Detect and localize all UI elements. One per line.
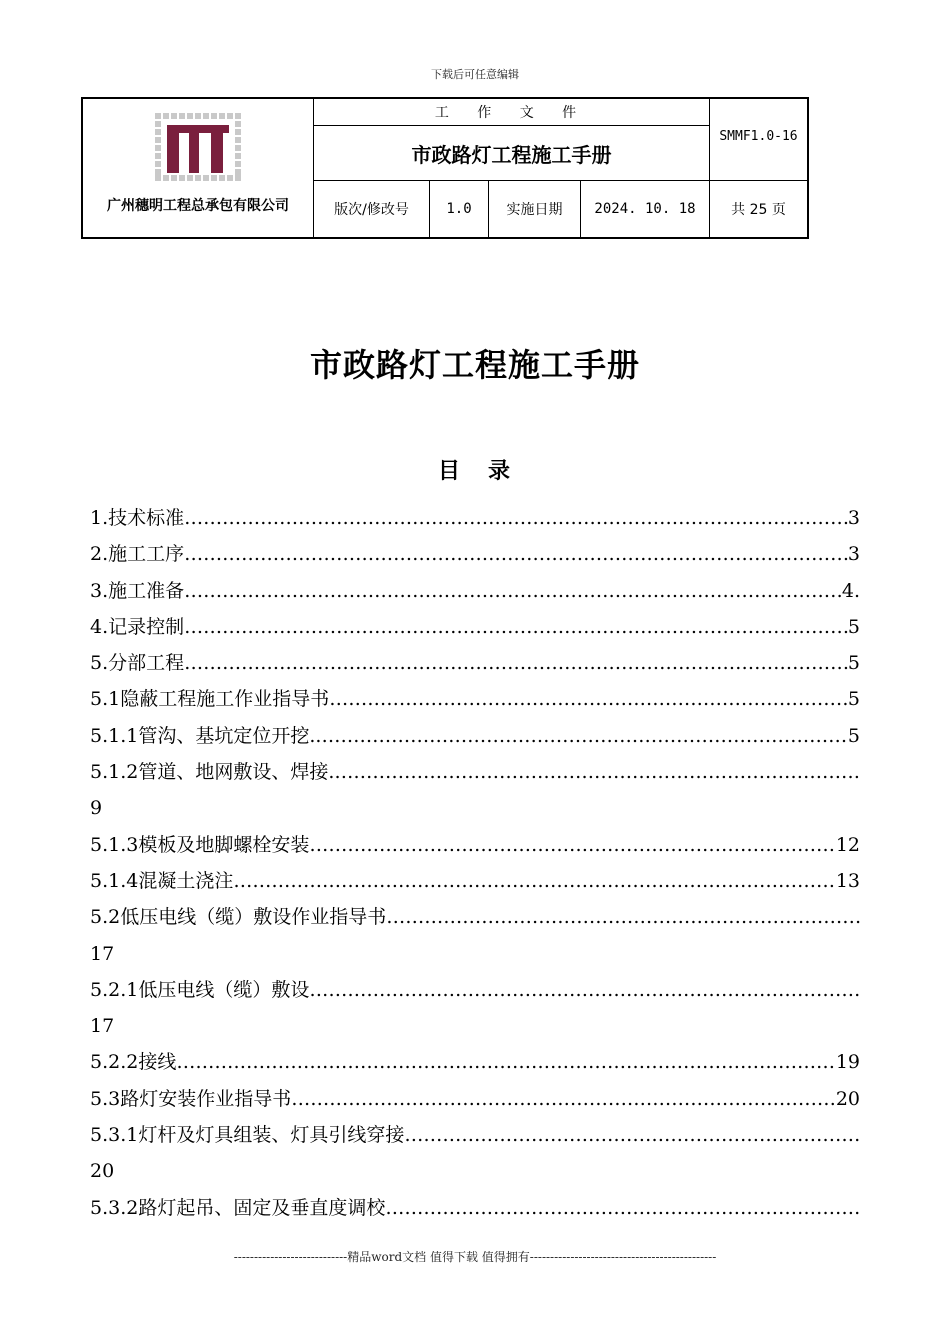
- toc-entry-page: 19: [835, 1051, 860, 1074]
- toc-heading-part-2: 录: [488, 458, 513, 484]
- toc-entry-label: 1.技术标准: [90, 507, 185, 529]
- toc-entry-page: 12: [835, 833, 860, 856]
- toc-leader: [184, 573, 842, 609]
- logo-cell: [82, 98, 314, 238]
- toc-entry-page: 5: [847, 615, 860, 638]
- toc-entry[interactable]: [90, 1190, 860, 1226]
- toc-entry[interactable]: [90, 972, 860, 1008]
- toc-entry-page: 5: [847, 688, 860, 711]
- toc-entry-label: 5.2低压电线（缆）敷设作业指导书: [90, 906, 387, 929]
- toc-entry-page: 5: [847, 724, 860, 747]
- toc-entry[interactable]: [90, 609, 860, 645]
- toc-entry[interactable]: [90, 754, 860, 790]
- page-count: 共 25 页: [710, 181, 809, 239]
- header-table: [81, 97, 809, 239]
- toc-entry-page: 20: [835, 1087, 860, 1110]
- toc-leader: [184, 609, 848, 645]
- toc-leader: [404, 1117, 860, 1153]
- company-name: 广州穗明工程总承包有限公司: [107, 198, 289, 214]
- toc-entry[interactable]: [90, 681, 860, 717]
- top-note: 下载后可任意编辑: [431, 68, 519, 81]
- footer-note: ----------------------------精品word文档 值得下载 值得拥有----------------------------------------------: [233, 1250, 717, 1264]
- header-title: 市政路灯工程施工手册: [314, 126, 710, 181]
- toc-entry-label: 5.1.4混凝土浇注: [90, 869, 234, 892]
- toc-leader: [386, 899, 860, 935]
- date-value: 2024. 10. 18: [581, 181, 710, 239]
- toc-leader: [233, 863, 835, 899]
- toc-entry-label: 5.1.2管道、地网敷设、焊接.: [90, 761, 335, 784]
- version-label: 版次/修改号: [314, 181, 430, 239]
- toc-leader: [309, 827, 835, 863]
- toc-entry-page: 17: [90, 1015, 115, 1038]
- toc-entry-label: 5.2.2接线: [90, 1051, 177, 1074]
- toc-entry-label: 5.2.1低压电线（缆）敷设: [90, 978, 310, 1001]
- toc-leader: [184, 645, 848, 681]
- toc-entry[interactable]: [90, 1081, 860, 1117]
- toc-entry[interactable]: [90, 827, 860, 863]
- toc-entry-page: 13: [835, 869, 860, 892]
- toc-entry-page: 9: [90, 797, 103, 820]
- toc-entry-label: 5.3路灯安装作业指导书: [90, 1087, 292, 1110]
- toc-entry[interactable]: [90, 863, 860, 899]
- toc-entry-label: 2.施工工序: [90, 543, 185, 566]
- toc-entry-page: 3: [847, 507, 860, 529]
- toc-entry[interactable]: [90, 718, 860, 754]
- toc-entry-label: 3.施工准备: [90, 579, 185, 602]
- toc-entry-page: 17: [90, 942, 115, 965]
- work-file-label: 工 作 文 件: [314, 98, 710, 126]
- toc-entry[interactable]: [90, 645, 860, 681]
- toc-leader: [291, 1081, 836, 1117]
- toc-entry-page: 4.: [841, 579, 860, 602]
- toc-entry-label: 5.1.3模板及地脚螺栓安装: [90, 833, 310, 856]
- document-title: 市政路灯工程施工手册: [309, 346, 640, 384]
- toc-leader: [184, 536, 848, 572]
- toc-entry-page: 5: [847, 652, 860, 675]
- toc-entry[interactable]: [90, 1117, 860, 1153]
- company-logo-icon: [153, 111, 243, 183]
- table-of-contents: [90, 500, 860, 1226]
- toc-heading: [0, 454, 950, 485]
- toc-entry-label: 5.3.2路灯起吊、固定及垂直度调校: [90, 1196, 386, 1219]
- toc-leader: [321, 718, 847, 754]
- toc-entry-label: 5.1.1管沟、基坑定位开挖..: [90, 724, 322, 747]
- document-code: SMMF1.0-16: [710, 98, 809, 181]
- toc-heading-part-1: 目: [437, 458, 462, 484]
- toc-entry-label: 5.分部工程: [90, 652, 185, 675]
- toc-leader: [184, 500, 848, 536]
- toc-entry[interactable]: [90, 573, 860, 609]
- toc-entry-label: 5.1隐蔽工程施工作业指导书: [90, 688, 330, 711]
- toc-entry-label: 5.3.1灯杆及灯具组装、灯具引线穿接: [90, 1124, 405, 1147]
- toc-entry[interactable]: [90, 500, 860, 536]
- toc-leader: [334, 754, 860, 790]
- toc-leader: [176, 1044, 835, 1080]
- toc-entry[interactable]: [90, 899, 860, 935]
- toc-leader: [329, 681, 848, 717]
- toc-entry[interactable]: [90, 536, 860, 572]
- version-value: 1.0: [430, 181, 489, 239]
- toc-leader: [385, 1190, 860, 1226]
- toc-entry-page: 20: [90, 1160, 115, 1183]
- toc-entry-label: 4.记录控制: [90, 615, 185, 638]
- toc-entry[interactable]: [90, 1044, 860, 1080]
- date-label: 实施日期: [489, 181, 581, 239]
- toc-leader: [309, 972, 860, 1008]
- toc-entry-page: 3: [847, 543, 860, 566]
